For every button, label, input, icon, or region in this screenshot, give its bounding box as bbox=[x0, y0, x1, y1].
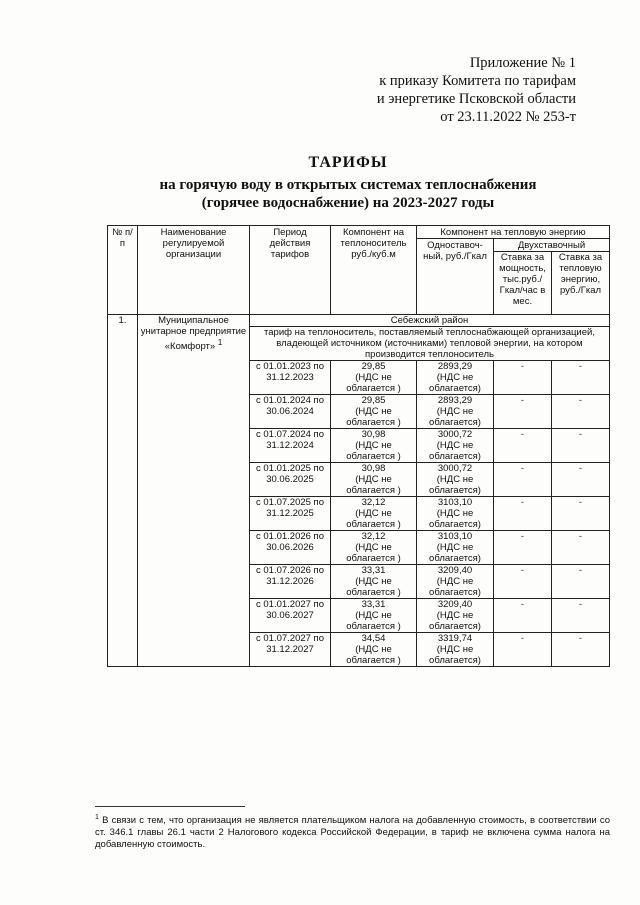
heat-cell bbox=[552, 565, 610, 599]
capacity-dash: - bbox=[520, 633, 525, 644]
period-cell bbox=[250, 395, 331, 429]
capacity-dash: - bbox=[520, 565, 525, 576]
header-row-1 bbox=[108, 226, 610, 239]
footnote-mark: 1 bbox=[95, 814, 99, 821]
energy-value: 3103,10 bbox=[437, 531, 473, 542]
energy-value: 3319,74 bbox=[437, 633, 473, 644]
period-text: с 01.07.2027 по 31.12.2027 bbox=[255, 633, 324, 655]
footnote bbox=[95, 812, 610, 851]
header-carrier: Компонент на теплоноситель руб./куб.м bbox=[331, 226, 417, 315]
energy-note: (НДС не облагается) bbox=[429, 474, 481, 496]
carrier-cell bbox=[331, 429, 417, 463]
title-main: ТАРИФЫ bbox=[308, 154, 388, 171]
appendix-line-4: от 23.11.2022 № 253-т bbox=[440, 109, 576, 125]
capacity-cell bbox=[494, 565, 552, 599]
period-cell bbox=[250, 531, 331, 565]
carrier-value: 34,54 bbox=[361, 633, 386, 644]
appendix-header bbox=[300, 54, 576, 126]
energy-cell bbox=[417, 565, 494, 599]
energy-cell bbox=[417, 429, 494, 463]
org-name: Муниципальное унитарное предприятие «Комфорт» bbox=[140, 315, 247, 353]
energy-note: (НДС не облагается) bbox=[429, 542, 481, 564]
capacity-dash: - bbox=[520, 531, 525, 542]
heat-dash: - bbox=[578, 531, 583, 542]
period-cell bbox=[250, 361, 331, 395]
carrier-note: (НДС не облагается ) bbox=[346, 474, 401, 496]
carrier-value: 29,85 bbox=[361, 395, 386, 406]
period-cell bbox=[250, 565, 331, 599]
energy-cell bbox=[417, 633, 494, 667]
heat-dash: - bbox=[578, 429, 583, 440]
energy-cell bbox=[417, 395, 494, 429]
capacity-dash: - bbox=[520, 429, 525, 440]
period-text: с 01.01.2023 по 31.12.2023 bbox=[255, 361, 324, 383]
period-text: с 01.01.2025 по 30.06.2025 bbox=[255, 463, 324, 485]
energy-cell bbox=[417, 361, 494, 395]
carrier-note: (НДС не облагается ) bbox=[346, 644, 401, 666]
carrier-cell bbox=[331, 497, 417, 531]
period-text: с 01.07.2024 по 31.12.2024 bbox=[255, 429, 324, 451]
capacity-cell bbox=[494, 599, 552, 633]
carrier-cell bbox=[331, 531, 417, 565]
capacity-dash: - bbox=[520, 361, 525, 372]
carrier-cell bbox=[331, 395, 417, 429]
title-sub-2: (горячее водоснабжение) на 2023-2027 годы bbox=[201, 195, 495, 211]
capacity-dash: - bbox=[520, 395, 525, 406]
capacity-dash: - bbox=[520, 497, 525, 508]
energy-cell bbox=[417, 463, 494, 497]
energy-value: 3209,40 bbox=[437, 565, 473, 576]
header-heat: Ставка за тепловую энергию, руб./Гкал bbox=[552, 252, 610, 315]
carrier-cell bbox=[331, 565, 417, 599]
heat-cell bbox=[552, 633, 610, 667]
heat-cell bbox=[552, 497, 610, 531]
carrier-value: 30,98 bbox=[361, 463, 386, 474]
carrier-note: (НДС не облагается ) bbox=[346, 576, 401, 598]
energy-value: 3103,10 bbox=[437, 497, 473, 508]
header-two-rate: Двухставочный bbox=[494, 239, 610, 252]
appendix-line-3: и энергетике Псковской области bbox=[376, 91, 576, 107]
period-text: с 01.07.2026 по 31.12.2026 bbox=[255, 565, 324, 587]
heat-cell bbox=[552, 599, 610, 633]
carrier-value: 32,12 bbox=[361, 531, 386, 542]
capacity-cell bbox=[494, 395, 552, 429]
header-num: № п/п bbox=[108, 226, 138, 315]
header-org: Наименование регулируемой организации bbox=[138, 226, 250, 315]
header-one-rate: Одноставоч-ный, руб./Гкал bbox=[417, 239, 494, 315]
capacity-cell bbox=[494, 497, 552, 531]
energy-value: 3209,40 bbox=[437, 599, 473, 610]
heat-dash: - bbox=[578, 633, 583, 644]
capacity-cell bbox=[494, 531, 552, 565]
heat-cell bbox=[552, 395, 610, 429]
district-row bbox=[108, 315, 610, 327]
capacity-cell bbox=[494, 361, 552, 395]
period-text: с 01.01.2024 по 30.06.2024 bbox=[255, 395, 324, 417]
period-text: с 01.01.2026 по 30.06.2026 bbox=[255, 531, 324, 553]
carrier-value: 33,31 bbox=[361, 599, 386, 610]
capacity-dash: - bbox=[520, 463, 525, 474]
energy-note: (НДС не облагается) bbox=[429, 644, 481, 666]
header-capacity: Ставка за мощность, тыс.руб./ Гкал/час в мес. bbox=[494, 252, 552, 315]
period-cell bbox=[250, 429, 331, 463]
carrier-value: 33,31 bbox=[361, 565, 386, 576]
energy-note: (НДС не облагается) bbox=[429, 440, 481, 462]
footnote-divider bbox=[95, 806, 245, 807]
carrier-note: (НДС не облагается ) bbox=[346, 508, 401, 530]
header-period: Период действия тарифов bbox=[250, 226, 331, 315]
energy-cell bbox=[417, 497, 494, 531]
carrier-cell bbox=[331, 633, 417, 667]
energy-cell bbox=[417, 531, 494, 565]
heat-dash: - bbox=[578, 463, 583, 474]
energy-note: (НДС не облагается) bbox=[429, 610, 481, 632]
heat-dash: - bbox=[578, 599, 583, 610]
period-cell bbox=[250, 633, 331, 667]
carrier-value: 30,98 bbox=[361, 429, 386, 440]
district-name: Себежский район bbox=[250, 315, 610, 327]
period-text: с 01.01.2027 по 30.06.2027 bbox=[255, 599, 324, 621]
carrier-cell bbox=[331, 361, 417, 395]
carrier-cell bbox=[331, 463, 417, 497]
heat-dash: - bbox=[578, 361, 583, 372]
heat-cell bbox=[552, 361, 610, 395]
capacity-cell bbox=[494, 633, 552, 667]
org-footnote-mark: 1 bbox=[217, 338, 223, 347]
carrier-note: (НДС не облагается ) bbox=[346, 542, 401, 564]
energy-note: (НДС не облагается) bbox=[429, 508, 481, 530]
period-cell bbox=[250, 599, 331, 633]
org-number: 1. bbox=[108, 315, 138, 667]
capacity-cell bbox=[494, 429, 552, 463]
document-title bbox=[0, 154, 640, 212]
heat-cell bbox=[552, 531, 610, 565]
carrier-note: (НДС не облагается ) bbox=[346, 406, 401, 428]
carrier-note: (НДС не облагается ) bbox=[346, 610, 401, 632]
energy-value: 2893,29 bbox=[437, 395, 473, 406]
energy-value: 3000,72 bbox=[437, 429, 473, 440]
heat-cell bbox=[552, 463, 610, 497]
energy-cell bbox=[417, 599, 494, 633]
period-cell bbox=[250, 463, 331, 497]
heat-dash: - bbox=[578, 395, 583, 406]
title-sub-1: на горячую воду в открытых системах теплоснабжения bbox=[159, 177, 537, 193]
energy-value: 2893,29 bbox=[437, 361, 473, 372]
carrier-value: 29,85 bbox=[361, 361, 386, 372]
tariff-description: тариф на теплоноситель, поставляемый теплоснабжающей организацией, владеющей источником (источниками) тепловой энергии, на котором производится теплоноситель bbox=[250, 327, 610, 361]
carrier-note: (НДС не облагается ) bbox=[346, 440, 401, 462]
energy-note: (НДС не облагается) bbox=[429, 406, 481, 428]
footnote-text: В связи с тем, что организация не является плательщиком налога на добавленную стоимость, в соответствии со ст. 346.1 главы 26.1 части 2 Налогового кодекса Российской Федерации, в тариф не включена сумма налога на добавленную стоимость. bbox=[95, 815, 611, 851]
period-text: с 01.07.2025 по 31.12.2025 bbox=[255, 497, 324, 519]
appendix-line-1: Приложение № 1 bbox=[469, 55, 576, 71]
heat-dash: - bbox=[578, 565, 583, 576]
energy-note: (НДС не облагается) bbox=[429, 576, 481, 598]
heat-dash: - bbox=[578, 497, 583, 508]
heat-cell bbox=[552, 429, 610, 463]
energy-note: (НДС не облагается) bbox=[429, 372, 481, 394]
carrier-value: 32,12 bbox=[361, 497, 386, 508]
energy-value: 3000,72 bbox=[437, 463, 473, 474]
capacity-dash: - bbox=[520, 599, 525, 610]
tariff-table bbox=[107, 225, 610, 667]
header-energy: Компонент на тепловую энергию bbox=[417, 226, 610, 239]
appendix-line-2: к приказу Комитета по тарифам bbox=[379, 73, 576, 89]
period-cell bbox=[250, 497, 331, 531]
capacity-cell bbox=[494, 463, 552, 497]
org-name-cell bbox=[138, 315, 250, 667]
carrier-cell bbox=[331, 599, 417, 633]
carrier-note: (НДС не облагается ) bbox=[346, 372, 401, 394]
